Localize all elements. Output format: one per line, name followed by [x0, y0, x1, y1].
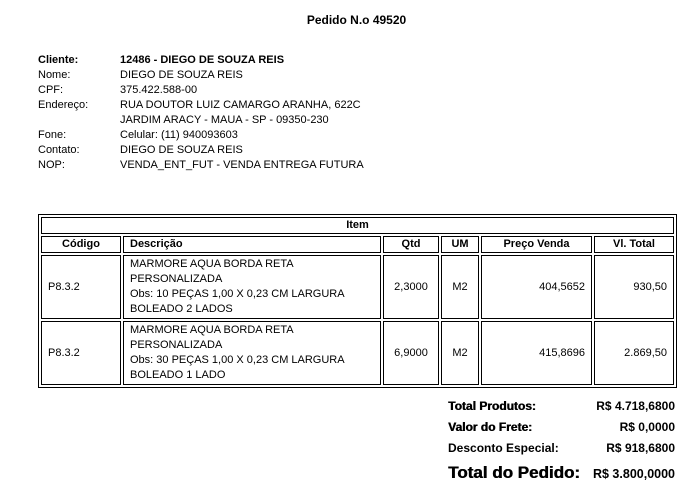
info-label-nop: NOP: — [38, 159, 65, 171]
info-label-endereco: Endereço: — [38, 99, 89, 111]
info-value-endereco-2: JARDIM ARACY - MAUA - SP - 09350-230 — [120, 114, 329, 126]
total-produtos-value: R$ 4.718,6800 — [596, 399, 675, 413]
items-group-header: Item — [41, 217, 674, 234]
cell-descricao — [123, 321, 381, 385]
col-header-codigo: Código — [41, 236, 121, 253]
total-produtos-label: Total Produtos: — [448, 399, 536, 413]
info-label-cliente: Cliente: — [38, 54, 79, 66]
grand-total-row — [448, 463, 675, 483]
col-header-preco-venda: Preço Venda — [481, 236, 592, 253]
cell-qtd: 6,9000 — [383, 321, 439, 385]
info-label-nome: Nome: — [38, 69, 71, 81]
client-info-row — [38, 143, 638, 158]
descricao-line: BOLEADO 1 LADO — [130, 369, 226, 381]
item-row — [41, 255, 674, 319]
client-info-row — [38, 128, 638, 143]
cell-codigo: P8.3.2 — [41, 255, 121, 319]
descricao-line: PERSONALIZADA — [130, 339, 223, 351]
info-label-cpf: CPF: — [38, 84, 64, 96]
info-value-nome: DIEGO DE SOUZA REIS — [120, 69, 243, 81]
info-value-contato: DIEGO DE SOUZA REIS — [120, 144, 243, 156]
items-column-header-row — [41, 236, 674, 253]
cell-descricao — [123, 255, 381, 319]
info-value-cpf: 375.422.588-00 — [120, 84, 198, 96]
descricao-line: Obs: 30 PEÇAS 1,00 X 0,23 CM LARGURA — [130, 354, 345, 366]
desconto-especial-value: R$ 918,6800 — [606, 441, 675, 455]
total-row-produtos — [448, 399, 675, 420]
grand-total-label: Total do Pedido: — [448, 463, 580, 482]
items-group-header-row — [41, 217, 674, 234]
order-title: Pedido N.o 49520 — [306, 13, 407, 27]
items-table — [38, 214, 677, 388]
col-header-um: UM — [441, 236, 479, 253]
info-value-cliente: 12486 - DIEGO DE SOUZA REIS — [120, 54, 285, 66]
cell-um: M2 — [441, 321, 479, 385]
info-label-contato: Contato: — [38, 144, 80, 156]
descricao-line: MARMORE AQUA BORDA RETA — [130, 258, 294, 270]
cell-codigo: P8.3.2 — [41, 321, 121, 385]
total-row-frete — [448, 420, 675, 441]
client-info-row — [38, 53, 638, 68]
info-value-fone: Celular: (11) 940093603 — [120, 129, 238, 141]
client-info-row — [38, 98, 638, 113]
cell-qtd: 2,3000 — [383, 255, 439, 319]
valor-frete-value: R$ 0,0000 — [619, 420, 675, 434]
grand-total-value: R$ 3.800,0000 — [592, 467, 675, 481]
descricao-line: MARMORE AQUA BORDA RETA — [130, 324, 294, 336]
desconto-especial-label: Desconto Especial: — [448, 441, 559, 455]
col-header-vl-total: Vl. Total — [594, 236, 674, 253]
cell-vl-total: 930,50 — [594, 255, 674, 319]
info-label-fone: Fone: — [38, 129, 67, 141]
cell-um: M2 — [441, 255, 479, 319]
client-info-row — [38, 158, 638, 173]
client-info-row — [38, 83, 638, 98]
descricao-line: Obs: 10 PEÇAS 1,00 X 0,23 CM LARGURA — [130, 288, 345, 300]
client-info-section — [38, 53, 638, 173]
col-header-qtd: Qtd — [383, 236, 439, 253]
item-row — [41, 321, 674, 385]
info-value-endereco: RUA DOUTOR LUIZ CAMARGO ARANHA, 622C — [120, 99, 361, 111]
descricao-line: PERSONALIZADA — [130, 273, 223, 285]
totals-section — [448, 399, 675, 483]
descricao-line: BOLEADO 2 LADOS — [130, 303, 233, 315]
cell-vl-total: 2.869,50 — [594, 321, 674, 385]
client-info-row — [38, 68, 638, 83]
client-info-row — [38, 113, 638, 128]
cell-preco-venda: 404,5652 — [481, 255, 592, 319]
col-header-descricao: Descrição — [123, 236, 381, 253]
cell-preco-venda: 415,8696 — [481, 321, 592, 385]
info-label-endereco-2 — [38, 113, 120, 128]
total-row-desconto — [448, 441, 675, 462]
valor-frete-label: Valor do Frete: — [448, 420, 533, 434]
info-value-nop: VENDA_ENT_FUT - VENDA ENTREGA FUTURA — [120, 159, 364, 171]
